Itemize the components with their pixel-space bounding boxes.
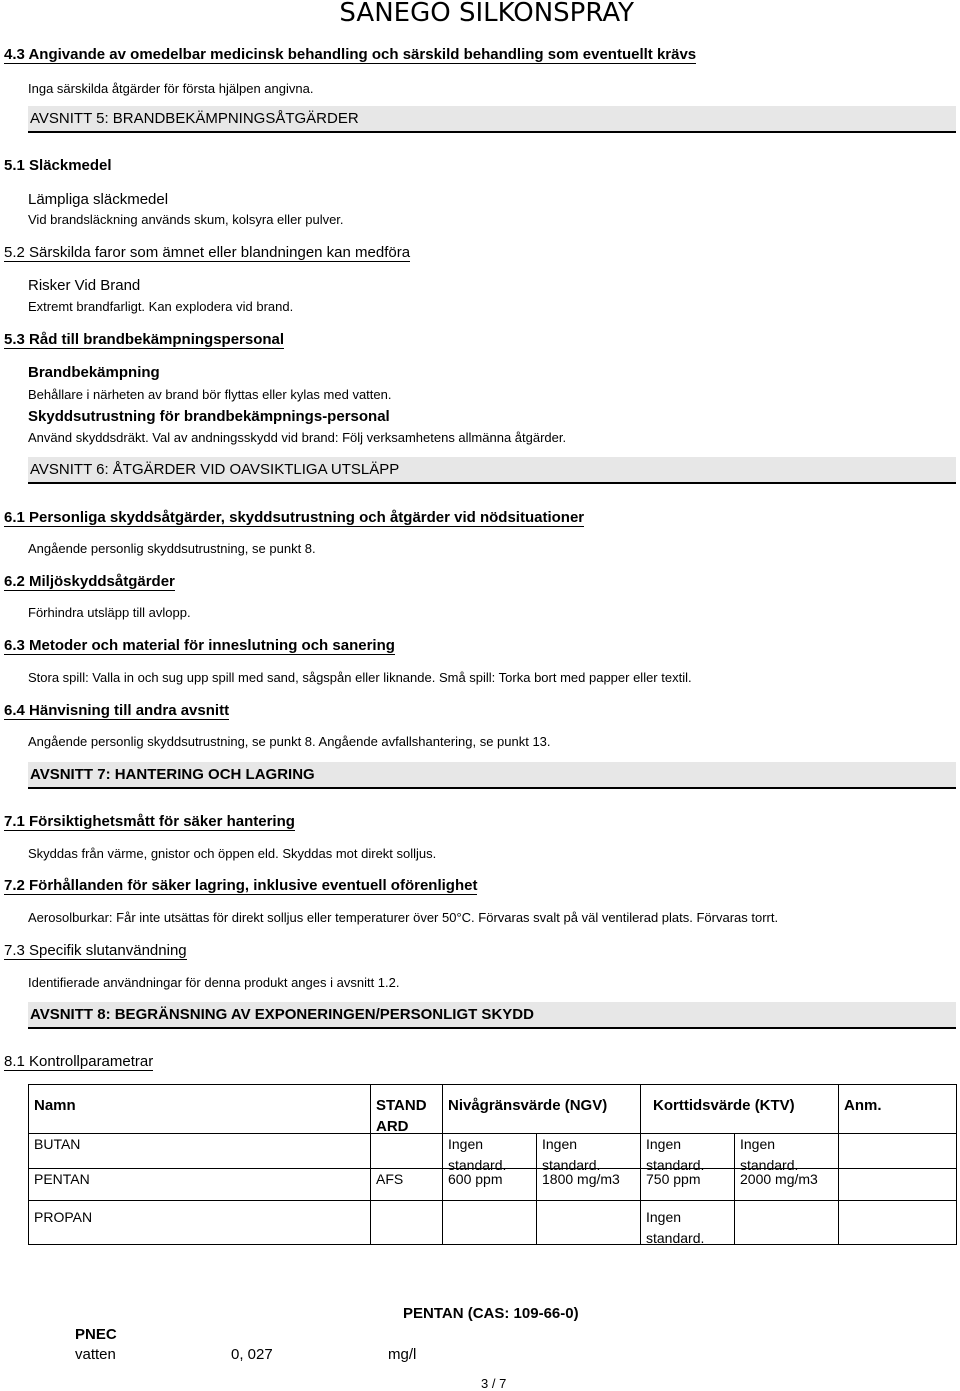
header-anm: Anm. bbox=[839, 1085, 957, 1134]
document-title: SANEGO SILKONSPRAY bbox=[339, 0, 634, 28]
section-6-title: AVSNITT 6: ÅTGÄRDER VID OAVSIKTLIGA UTSLÄPP bbox=[28, 457, 956, 484]
section-5-1-text: Vid brandsläckning används skum, kolsyra eller pulver. bbox=[28, 212, 344, 227]
cell-name: PENTAN bbox=[29, 1169, 371, 1201]
section-7-3-heading: 7.3 Specifik slutanvändning bbox=[4, 942, 187, 959]
section-7-2-text: Aerosolburkar: Får inte utsättas för direkt solljus eller temperaturer över 50°C. Förvaras svalt på väl ventilerad plats. Förvaras torrt. bbox=[28, 910, 779, 925]
pnec-unit: mg/l bbox=[388, 1346, 417, 1363]
cell-ngv-mg: Ingen standard. bbox=[537, 1134, 641, 1169]
header-standard: STANDARD bbox=[371, 1085, 443, 1134]
cell-ktv-ppm: Ingen standard. bbox=[641, 1134, 735, 1169]
cell-ngv-mg bbox=[537, 1201, 641, 1245]
section-7-3-text: Identifierade användningar för denna produkt anges i avsnitt 1.2. bbox=[28, 975, 400, 990]
section-7-1-text: Skyddas från värme, gnistor och öppen eld. Skyddas mot direkt solljus. bbox=[28, 846, 437, 861]
header-namn: Namn bbox=[29, 1085, 371, 1134]
section-5-2-text: Extremt brandfarligt. Kan explodera vid brand. bbox=[28, 299, 294, 314]
cell-ktv-mg bbox=[735, 1201, 839, 1245]
cell-anm bbox=[839, 1134, 957, 1169]
section-8-title: AVSNITT 8: BEGRÄNSNING AV EXPONERINGEN/PERSONLIGT SKYDD bbox=[28, 1002, 956, 1029]
section-7-1-heading: 7.1 Försiktighetsmått för säker hantering bbox=[4, 813, 295, 830]
section-5-3-subheading-2: Skyddsutrustning för brandbekämpnings-personal bbox=[28, 408, 390, 425]
pnec-medium: vatten bbox=[75, 1346, 116, 1363]
section-6-3-heading: 6.3 Metoder och material för inneslutning och sanering bbox=[4, 637, 395, 654]
section-6-4-text: Angående personlig skyddsutrustning, se punkt 8. Angående avfallshantering, se punkt 13. bbox=[28, 734, 551, 749]
section-6-4-heading: 6.4 Hänvisning till andra avsnitt bbox=[4, 702, 230, 719]
section-5-1-subheading: Lämpliga släckmedel bbox=[28, 191, 169, 208]
section-5-2-subheading: Risker Vid Brand bbox=[28, 277, 141, 294]
section-6-1-heading: 6.1 Personliga skyddsåtgärder, skyddsutrustning och åtgärder vid nödsituationer bbox=[4, 509, 585, 526]
cell-ngv-ppm bbox=[443, 1201, 537, 1245]
cell-ngv-ppm: 600 ppm bbox=[443, 1169, 537, 1201]
cell-ktv-mg: Ingen standard. bbox=[735, 1134, 839, 1169]
section-5-1-heading: 5.1 Släckmedel bbox=[4, 157, 112, 174]
cell-anm bbox=[839, 1201, 957, 1245]
cell-name: PROPAN bbox=[29, 1201, 371, 1245]
table-header-row bbox=[29, 1085, 957, 1134]
section-4-3-text: Inga särskilda åtgärder för första hjälpen angivna. bbox=[28, 81, 314, 96]
cell-ktv-mg: 2000 mg/m3 bbox=[735, 1169, 839, 1201]
section-7-2-heading: 7.2 Förhållanden för säker lagring, inklusive eventuell oförenlighet bbox=[4, 877, 478, 894]
control-parameters-table bbox=[28, 1084, 957, 1245]
section-5-title: AVSNITT 5: BRANDBEKÄMPNINGSÅTGÄRDER bbox=[28, 106, 956, 133]
cell-standard: AFS bbox=[371, 1169, 443, 1201]
cell-anm bbox=[839, 1169, 957, 1201]
page-number: 3 / 7 bbox=[481, 1376, 507, 1391]
pnec-value: 0, 027 bbox=[231, 1346, 273, 1363]
cell-name: BUTAN bbox=[29, 1134, 371, 1169]
header-ktv: Korttidsvärde (KTV) bbox=[641, 1085, 839, 1134]
header-ngv: Nivågränsvärde (NGV) bbox=[443, 1085, 641, 1134]
cell-ngv-mg: 1800 mg/m3 bbox=[537, 1169, 641, 1201]
section-5-3-subheading-1: Brandbekämpning bbox=[28, 364, 160, 381]
section-6-1-text: Angående personlig skyddsutrustning, se punkt 8. bbox=[28, 541, 316, 556]
section-8-1-heading: 8.1 Kontrollparametrar bbox=[4, 1053, 154, 1070]
pnec-title: PENTAN (CAS: 109-66-0) bbox=[403, 1305, 579, 1322]
section-6-2-heading: 6.2 Miljöskyddsåtgärder bbox=[4, 573, 175, 590]
cell-ktv-ppm: Ingen standard. bbox=[641, 1201, 735, 1245]
section-6-3-text: Stora spill: Valla in och sug upp spill med sand, sågspån eller liknande. Små spill: Torka bort med papper eller textil. bbox=[28, 670, 692, 685]
cell-ngv-ppm: Ingen standard. bbox=[443, 1134, 537, 1169]
cell-standard bbox=[371, 1201, 443, 1245]
section-5-3-text-1: Behållare i närheten av brand bör flyttas eller kylas med vatten. bbox=[28, 387, 392, 402]
cell-ktv-ppm: 750 ppm bbox=[641, 1169, 735, 1201]
cell-standard bbox=[371, 1134, 443, 1169]
section-5-3-heading: 5.3 Råd till brandbekämpningspersonal bbox=[4, 331, 285, 348]
table-row bbox=[29, 1134, 957, 1169]
table-row bbox=[29, 1201, 957, 1245]
pnec-label: PNEC bbox=[75, 1326, 117, 1343]
table-row bbox=[29, 1169, 957, 1201]
section-6-2-text: Förhindra utsläpp till avlopp. bbox=[28, 605, 191, 620]
section-7-title: AVSNITT 7: HANTERING OCH LAGRING bbox=[28, 762, 956, 789]
section-5-2-heading: 5.2 Särskilda faror som ämnet eller blandningen kan medföra bbox=[4, 244, 411, 261]
section-5-3-text-2: Använd skyddsdräkt. Val av andningsskydd vid brand: Följ verksamhetens allmänna åtgärder. bbox=[28, 430, 567, 445]
section-4-3-heading: 4.3 Angivande av omedelbar medicinsk behandling och särskild behandling som eventuellt krävs bbox=[4, 46, 697, 63]
